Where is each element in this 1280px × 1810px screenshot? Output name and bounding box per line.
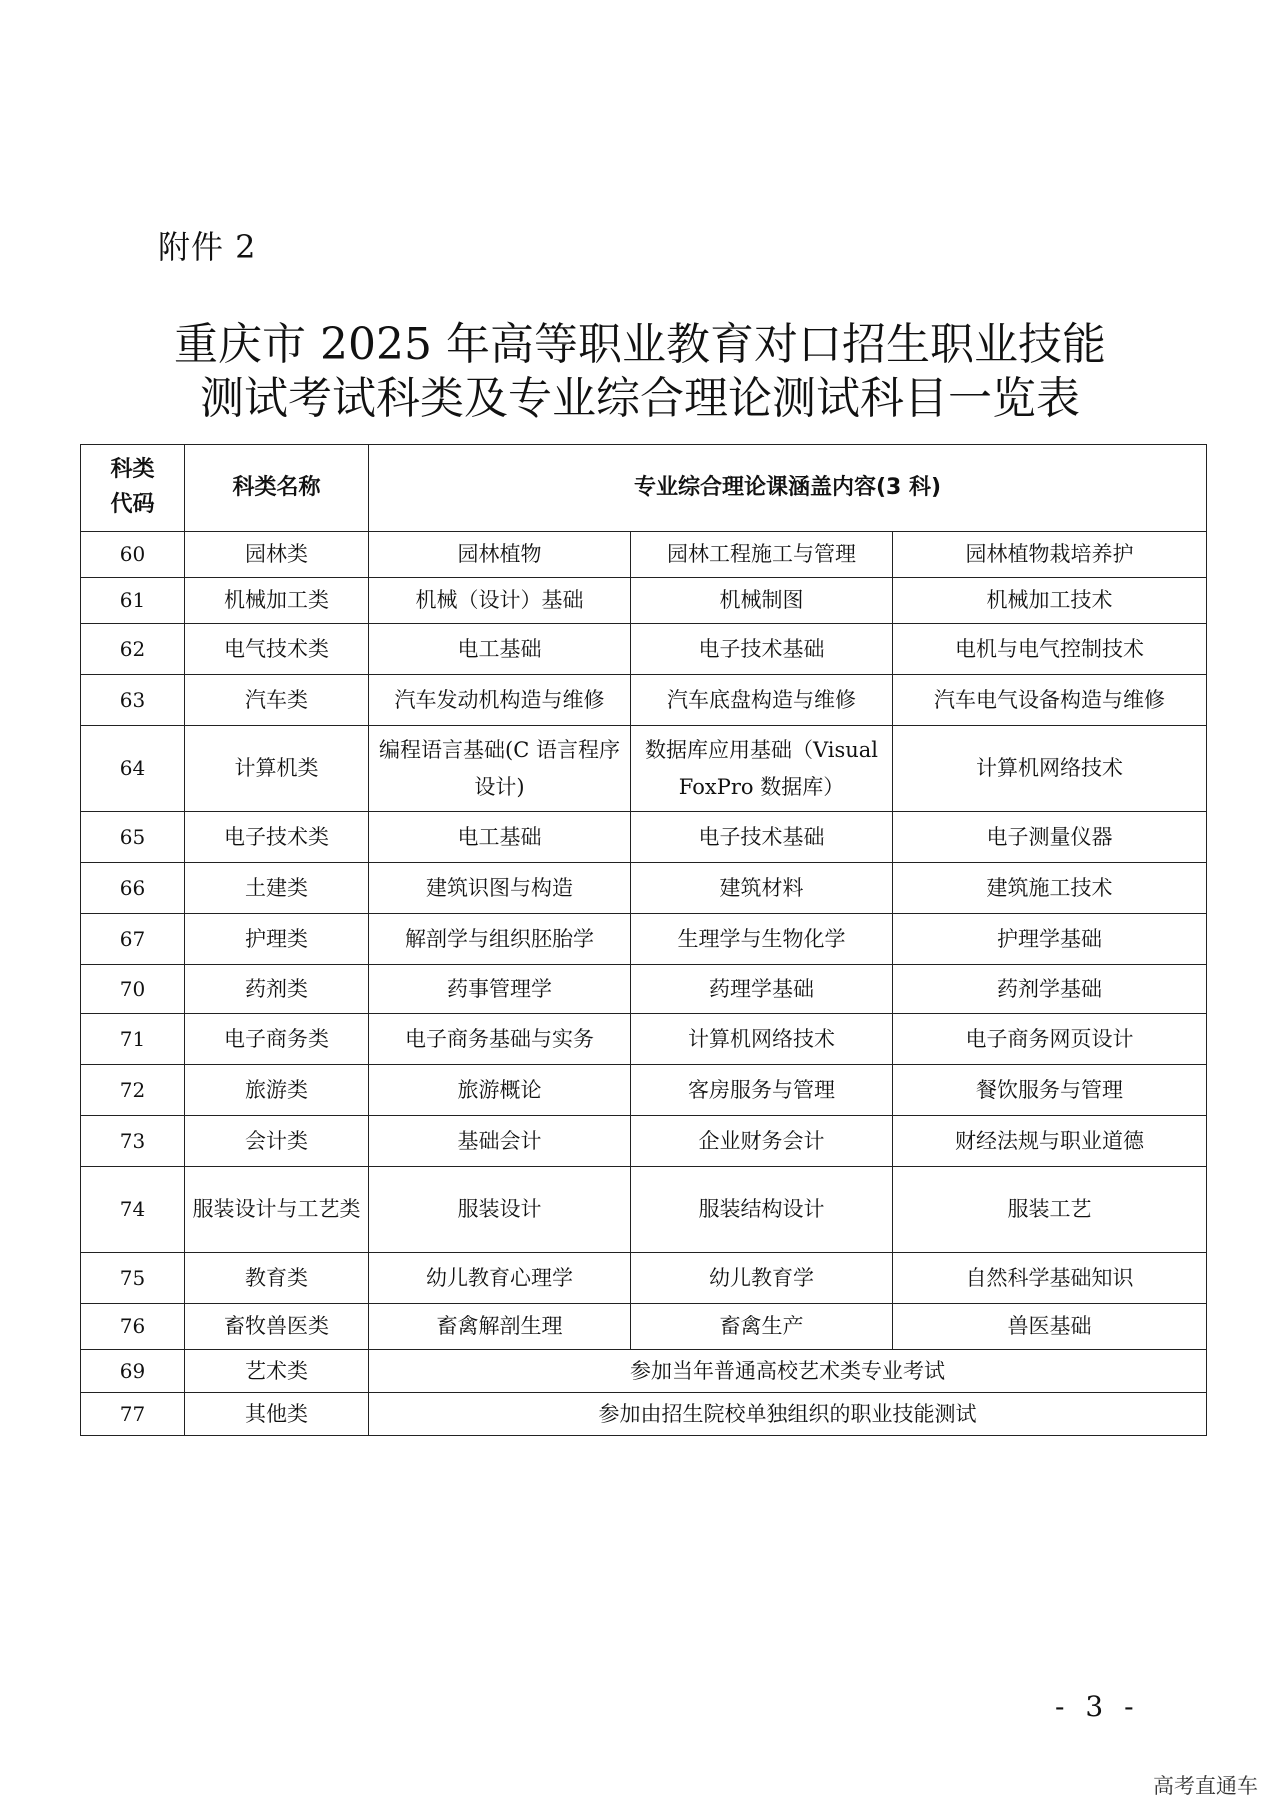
row-code: 69 [81, 1350, 185, 1393]
page-number: - 3 - [1055, 1690, 1140, 1723]
table-body [81, 532, 1207, 1436]
table-row [81, 578, 1207, 624]
row-code: 70 [81, 965, 185, 1014]
row-category-name: 教育类 [185, 1253, 369, 1304]
row-subject-1: 解剖学与组织胚胎学 [369, 914, 631, 965]
row-subject-3: 机械加工技术 [893, 578, 1207, 624]
row-code: 73 [81, 1116, 185, 1167]
row-note: 参加当年普通高校艺术类专业考试 [369, 1350, 1207, 1393]
row-subject-2: 汽车底盘构造与维修 [631, 675, 893, 726]
row-category-name: 电子商务类 [185, 1014, 369, 1065]
table-row [81, 1304, 1207, 1350]
row-subject-2: 生理学与生物化学 [631, 914, 893, 965]
document-title [80, 318, 1200, 426]
row-subject-3: 兽医基础 [893, 1304, 1207, 1350]
row-subject-1: 旅游概论 [369, 1065, 631, 1116]
row-category-name: 汽车类 [185, 675, 369, 726]
table-row [81, 863, 1207, 914]
row-subject-1: 电工基础 [369, 812, 631, 863]
table-row [81, 914, 1207, 965]
table-row [81, 1065, 1207, 1116]
title-line-1: 重庆市 2025 年高等职业教育对口招生职业技能 [174, 319, 1106, 370]
row-subject-2: 服装结构设计 [631, 1167, 893, 1253]
row-category-name: 艺术类 [185, 1350, 369, 1393]
table-row [81, 675, 1207, 726]
row-subject-2: 客房服务与管理 [631, 1065, 893, 1116]
subjects-table [80, 444, 1207, 1436]
row-subject-2: 计算机网络技术 [631, 1014, 893, 1065]
table-row [81, 726, 1207, 812]
row-category-name: 旅游类 [185, 1065, 369, 1116]
row-subject-3: 餐饮服务与管理 [893, 1065, 1207, 1116]
attachment-label: 附件 2 [158, 228, 257, 266]
row-category-name: 其他类 [185, 1393, 369, 1436]
row-subject-1: 幼儿教育心理学 [369, 1253, 631, 1304]
row-subject-2: 幼儿教育学 [631, 1253, 893, 1304]
row-code: 63 [81, 675, 185, 726]
row-subject-2: 园林工程施工与管理 [631, 532, 893, 578]
row-subject-3: 服装工艺 [893, 1167, 1207, 1253]
row-code: 76 [81, 1304, 185, 1350]
row-subject-1: 机械（设计）基础 [369, 578, 631, 624]
row-subject-2: 数据库应用基础（Visual FoxPro 数据库） [631, 726, 893, 812]
row-code: 60 [81, 532, 185, 578]
table-row [81, 532, 1207, 578]
row-category-name: 护理类 [185, 914, 369, 965]
row-subject-1: 汽车发动机构造与维修 [369, 675, 631, 726]
row-subject-3: 汽车电气设备构造与维修 [893, 675, 1207, 726]
watermark-text: 高考直通车 [1153, 1774, 1258, 1798]
row-category-name: 土建类 [185, 863, 369, 914]
table-row [81, 1116, 1207, 1167]
row-category-name: 计算机类 [185, 726, 369, 812]
row-code: 71 [81, 1014, 185, 1065]
header-code: 科类代码 [81, 445, 185, 532]
row-subject-1: 畜禽解剖生理 [369, 1304, 631, 1350]
row-subject-2: 畜禽生产 [631, 1304, 893, 1350]
table-row [81, 624, 1207, 675]
row-subject-1: 园林植物 [369, 532, 631, 578]
row-subject-1: 药事管理学 [369, 965, 631, 1014]
header-content: 专业综合理论课涵盖内容(3 科) [369, 445, 1207, 532]
row-code: 65 [81, 812, 185, 863]
row-category-name: 会计类 [185, 1116, 369, 1167]
row-subject-3: 计算机网络技术 [893, 726, 1207, 812]
row-subject-3: 电子测量仪器 [893, 812, 1207, 863]
row-code: 72 [81, 1065, 185, 1116]
row-subject-3: 园林植物栽培养护 [893, 532, 1207, 578]
table-header-row [81, 445, 1207, 532]
row-subject-1: 编程语言基础(C 语言程序设计) [369, 726, 631, 812]
row-subject-2: 药理学基础 [631, 965, 893, 1014]
row-code: 74 [81, 1167, 185, 1253]
table-row [81, 1014, 1207, 1065]
row-code: 64 [81, 726, 185, 812]
row-note: 参加由招生院校单独组织的职业技能测试 [369, 1393, 1207, 1436]
table-row [81, 965, 1207, 1014]
row-subject-3: 药剂学基础 [893, 965, 1207, 1014]
row-category-name: 药剂类 [185, 965, 369, 1014]
table-row-special [81, 1393, 1207, 1436]
row-category-name: 园林类 [185, 532, 369, 578]
row-subject-2: 电子技术基础 [631, 624, 893, 675]
row-subject-1: 电子商务基础与实务 [369, 1014, 631, 1065]
row-subject-3: 电机与电气控制技术 [893, 624, 1207, 675]
title-line-2: 测试考试科类及专业综合理论测试科目一览表 [200, 373, 1080, 424]
header-name: 科类名称 [185, 445, 369, 532]
row-subject-2: 企业财务会计 [631, 1116, 893, 1167]
row-category-name: 机械加工类 [185, 578, 369, 624]
row-subject-1: 服装设计 [369, 1167, 631, 1253]
table-row-special [81, 1350, 1207, 1393]
row-category-name: 服装设计与工艺类 [185, 1167, 369, 1253]
row-subject-1: 建筑识图与构造 [369, 863, 631, 914]
row-subject-2: 机械制图 [631, 578, 893, 624]
row-code: 61 [81, 578, 185, 624]
table-row [81, 1253, 1207, 1304]
row-subject-3: 财经法规与职业道德 [893, 1116, 1207, 1167]
row-subject-2: 电子技术基础 [631, 812, 893, 863]
row-code: 77 [81, 1393, 185, 1436]
table-row [81, 1167, 1207, 1253]
row-code: 62 [81, 624, 185, 675]
row-subject-3: 电子商务网页设计 [893, 1014, 1207, 1065]
row-category-name: 畜牧兽医类 [185, 1304, 369, 1350]
row-subject-3: 建筑施工技术 [893, 863, 1207, 914]
row-subject-3: 护理学基础 [893, 914, 1207, 965]
table-row [81, 812, 1207, 863]
row-subject-3: 自然科学基础知识 [893, 1253, 1207, 1304]
row-subject-1: 基础会计 [369, 1116, 631, 1167]
row-code: 75 [81, 1253, 185, 1304]
row-subject-2: 建筑材料 [631, 863, 893, 914]
row-category-name: 电气技术类 [185, 624, 369, 675]
row-category-name: 电子技术类 [185, 812, 369, 863]
row-code: 66 [81, 863, 185, 914]
row-code: 67 [81, 914, 185, 965]
row-subject-1: 电工基础 [369, 624, 631, 675]
